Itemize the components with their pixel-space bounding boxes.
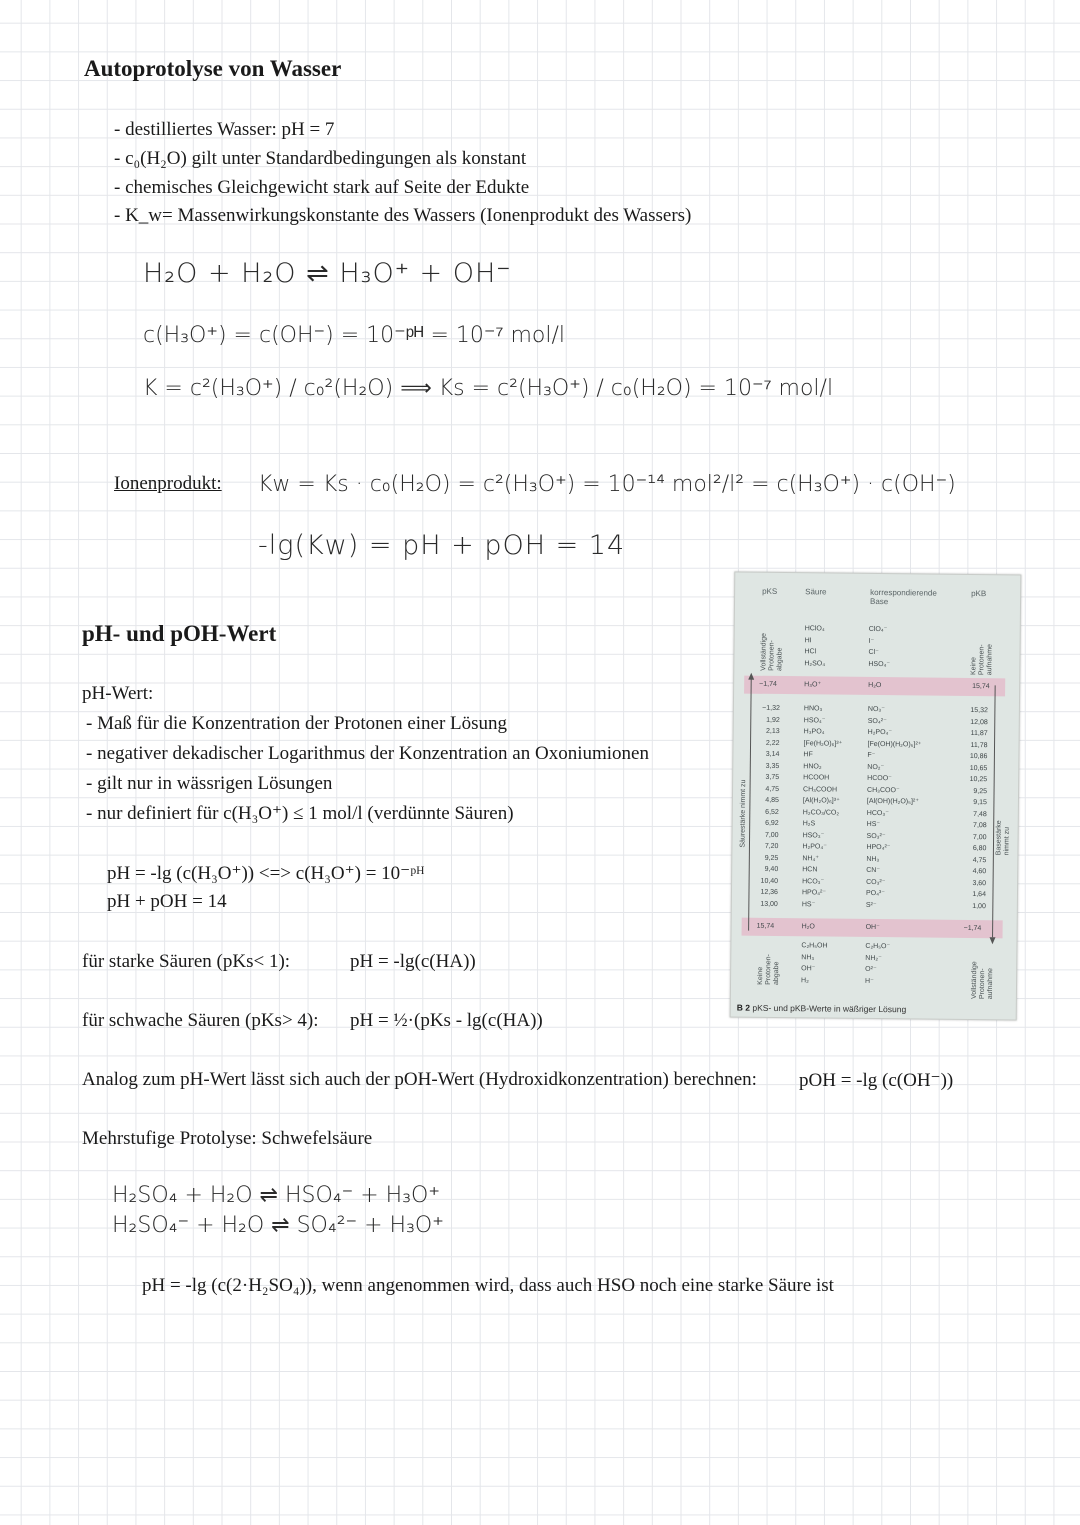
pks-value: −1,32 xyxy=(762,704,780,712)
header-acid: Säure xyxy=(805,587,827,597)
header-pks: pKS xyxy=(762,586,778,596)
h2o-pks: 15,74 xyxy=(756,922,775,930)
pks-column xyxy=(758,703,780,910)
pkb-value: 7,08 xyxy=(973,822,987,830)
pks-value: 7,20 xyxy=(764,842,779,850)
section-title-ph-poh: pH- und pOH-Wert xyxy=(82,621,277,646)
table-caption: B 2 pKS- und pKB-Werte in wäßriger Lösung xyxy=(736,1002,907,1015)
base-name: NH₃ xyxy=(866,855,880,863)
h2o-acid: H₂O xyxy=(801,923,815,931)
acid-name: NH₄⁺ xyxy=(802,854,820,862)
ph-bullet-4: - nur definiert für c(H₃O⁺) ≤ 1 mol/l (verdünnte Säuren) xyxy=(86,803,514,824)
acid-name: [Fe(H₂O)₆]³⁺ xyxy=(803,739,843,748)
pkb-value: 12,08 xyxy=(970,718,988,726)
acid-name: HCOOH xyxy=(803,774,830,782)
pks-value: 2,13 xyxy=(766,727,780,735)
pks-value: 6,92 xyxy=(765,819,779,827)
h3o-pks: −1,74 xyxy=(759,680,777,688)
ionenprodukt-label: Ionenprodukt: xyxy=(114,473,222,494)
ph-label: pH-Wert: xyxy=(82,683,154,704)
acid-name: H₂S xyxy=(802,820,816,828)
base-arrow-icon xyxy=(989,685,998,945)
pkb-column xyxy=(964,705,988,912)
pkb-value: 9,15 xyxy=(973,799,987,807)
pks-value: 6,52 xyxy=(765,808,779,816)
eq-autoprotolysis: H₂O + H₂O ⇌ H₃O⁺ + OH⁻ xyxy=(143,258,512,289)
acid-name: H₂PO₄⁻ xyxy=(802,843,827,851)
side-bottom-left: Keine Protonen-abgabe xyxy=(757,954,781,986)
pkb-value: 7,00 xyxy=(972,833,987,841)
base-name: S²⁻ xyxy=(865,901,877,909)
pks-value: 2,22 xyxy=(765,739,780,747)
pks-value: 9,40 xyxy=(764,865,779,873)
analog-text: Analog zum pH-Wert lässt sich auch der pOH-Wert (Hydroxidkonzentration) berechnen: xyxy=(82,1069,757,1090)
pkb-value: 6,80 xyxy=(972,845,987,853)
acid-name: HCN xyxy=(802,866,818,874)
section-title-autoprotolyse: Autoprotolyse von Wasser xyxy=(84,56,342,81)
base-name: H₂PO₄⁻ xyxy=(867,728,893,737)
ph-bullet-3: - gilt nur in wässrigen Lösungen xyxy=(86,773,333,794)
pkb-value: 3,60 xyxy=(972,879,987,887)
multistep-title: Mehrstufige Protolyse: Schwefelsäure xyxy=(82,1128,373,1149)
base-name: [Al(OH)(H₂O)₅]²⁺ xyxy=(866,797,919,806)
side-bottom-right: Vollständige Protonen-aufnahme xyxy=(970,961,995,1000)
pks-pkb-table-photo xyxy=(730,572,1022,1021)
strong-acid-label: für starke Säuren (pKs< 1): xyxy=(82,951,291,972)
pkb-value: 10,25 xyxy=(969,775,988,784)
eq-ion-product: Kw = Ks · c₀(H₂O) = c²(H₃O⁺) = 10⁻¹⁴ mol²/l² = c(H₃O⁺) · c(OH⁻) xyxy=(258,472,956,497)
base-name: HCO₃⁻ xyxy=(866,809,889,817)
side-top-right: Keine Protonen-aufnahme xyxy=(970,644,994,676)
pks-value: 4,75 xyxy=(765,785,780,793)
top-bases: ClO₄⁻ I⁻ Cl⁻ HSO₄⁻ xyxy=(868,625,891,668)
acid-name: H₃PO₄ xyxy=(803,728,825,736)
acid-name: HSO₄⁻ xyxy=(803,716,826,724)
weak-acid-formula: pH = ½·(pKs - lg(c(HA)) xyxy=(350,1010,543,1031)
pks-value: 7,00 xyxy=(764,831,779,839)
base-name: F⁻ xyxy=(867,751,876,759)
pkb-value: 10,86 xyxy=(969,752,988,761)
h2so4-eq-1: H₂SO₄ + H₂O ⇌ HSO₄⁻ + H₃O⁺ xyxy=(112,1183,440,1208)
pkb-value: 7,48 xyxy=(973,810,987,818)
base-name: NO₃⁻ xyxy=(867,705,885,714)
pkb-value: 11,78 xyxy=(970,741,988,749)
acid-name: HSO₃⁻ xyxy=(802,831,825,839)
ph-formula-1: pH = -lg (c(H₃O⁺)) <=> c(H₃O⁺) = 10⁻ᵖᴴ xyxy=(107,863,425,884)
acid-column xyxy=(802,703,843,910)
ph-formula-2: pH + pOH = 14 xyxy=(107,891,227,912)
pks-value: 3,14 xyxy=(765,750,780,758)
acid-name: HNO₂ xyxy=(803,762,822,770)
base-name: PO₄³⁻ xyxy=(865,889,886,898)
strong-acid-formula: pH = -lg(c(HA)) xyxy=(350,951,476,972)
base-name: SO₃²⁻ xyxy=(866,832,886,840)
eq-negative-log: -lg(Kw) = pH + pOH = 14 xyxy=(258,530,626,561)
side-top-left: Vollständige Protonen-abgabe xyxy=(760,633,784,672)
acid-name: HCO₃⁻ xyxy=(802,877,825,885)
side-acid-strength: Säurestärke nimmt zu xyxy=(739,779,748,848)
pks-value: 12,36 xyxy=(760,888,779,896)
bullet-2: - c₀(H₂O) gilt unter Standardbedingungen als konstant xyxy=(114,148,527,169)
pkb-value: 1,64 xyxy=(972,891,987,899)
base-column xyxy=(866,704,922,912)
acid-arrow-icon xyxy=(746,673,755,933)
eq-concentration: c(H₃O⁺) = c(OH⁻) = 10⁻ᵖᴴ = 10⁻⁷ mol/l xyxy=(143,323,565,348)
pkb-value: 4,60 xyxy=(972,868,987,876)
pkb-value: 9,25 xyxy=(973,787,988,795)
acid-name: CH₃COOH xyxy=(803,785,838,794)
pks-value: 1,92 xyxy=(766,716,780,724)
h3o-pkb: 15,74 xyxy=(972,683,990,691)
acid-name: HF xyxy=(803,751,813,759)
pkb-value: 15,32 xyxy=(970,706,988,715)
base-name: SO₄²⁻ xyxy=(867,717,887,725)
bullet-1: - destilliertes Wasser: pH = 7 xyxy=(114,119,335,140)
base-name: CO₃²⁻ xyxy=(866,878,886,886)
pkb-value: 1,00 xyxy=(972,902,986,910)
pkb-value: 10,65 xyxy=(969,764,988,772)
base-name: HPO₄²⁻ xyxy=(866,843,891,852)
weak-acid-label: für schwache Säuren (pKs> 4): xyxy=(82,1010,319,1031)
poh-formula: pOH = -lg (c(OH⁻)) xyxy=(799,1070,954,1091)
bottom-acids: C₂H₅OH NH₃ OH⁻ H₂ xyxy=(801,942,828,984)
header-pkb: pKB xyxy=(971,588,987,599)
h3o-base: H₂O xyxy=(868,681,882,690)
pks-value: 10,40 xyxy=(760,877,779,885)
h2so4-eq-2: H₂SO₄⁻ + H₂O ⇌ SO₄²⁻ + H₃O⁺ xyxy=(112,1213,444,1238)
top-acids: HClO₄ HI HCl H₂SO₄ xyxy=(804,625,826,667)
pkb-value: 4,75 xyxy=(972,856,987,864)
h2o-pkb: −1,74 xyxy=(963,924,982,933)
pks-value: 4,85 xyxy=(765,796,779,804)
pks-value: 9,25 xyxy=(764,854,779,862)
header-base: korrespondierende Base xyxy=(869,587,937,607)
bottom-bases: C₂H₅O⁻ NH₂⁻ O²⁻ H⁻ xyxy=(865,942,891,985)
base-name: CH₃COO⁻ xyxy=(867,786,900,794)
bullet-4: - K_w= Massenwirkungskonstante des Wassers (Ionenprodukt des Wassers) xyxy=(114,205,692,226)
pks-value: 3,75 xyxy=(765,773,780,781)
pks-value: 13,00 xyxy=(760,900,778,908)
base-name: HS⁻ xyxy=(866,820,881,829)
pkb-value: 11,87 xyxy=(970,729,988,738)
final-statement: pH = -lg (c(2·H₂SO₄)), wenn angenommen wird, dass auch HSO noch eine starke Säure ist xyxy=(142,1275,834,1296)
h3o-acid: H₃O⁺ xyxy=(804,681,822,689)
acid-name: H₂CO₃/CO₂ xyxy=(802,808,840,817)
base-name: CN⁻ xyxy=(866,866,881,875)
base-name: [Fe(OH)(H₂O)₅]²⁺ xyxy=(867,740,922,748)
ph-bullet-1: - Maß für die Konzentration der Protonen einer Lösung xyxy=(86,713,508,734)
ph-bullet-2: - negativer dekadischer Logarithmus der Konzentration an Oxoniumionen xyxy=(86,743,649,764)
acid-name: HS⁻ xyxy=(801,900,816,908)
base-name: NO₂⁻ xyxy=(867,763,885,771)
base-name: HCOO⁻ xyxy=(867,774,892,783)
side-base-strength: Basestärke nimmt zu xyxy=(995,820,1011,856)
bullet-3: - chemisches Gleichgewicht stark auf Seite der Edukte xyxy=(114,177,530,198)
pks-value: 3,35 xyxy=(765,762,780,770)
acid-name: [Al(H₂O)₆]³⁺ xyxy=(802,797,840,805)
eq-equilibrium-constant: K = c²(H₃O⁺) / c₀²(H₂O) ⟹ Ks = c²(H₃O⁺) / c₀(H₂O) = 10⁻⁷ mol/l xyxy=(143,376,834,401)
h2o-base: OH⁻ xyxy=(865,923,880,932)
acid-name: HNO₃ xyxy=(803,705,823,713)
acid-name: HPO₄²⁻ xyxy=(801,889,827,897)
